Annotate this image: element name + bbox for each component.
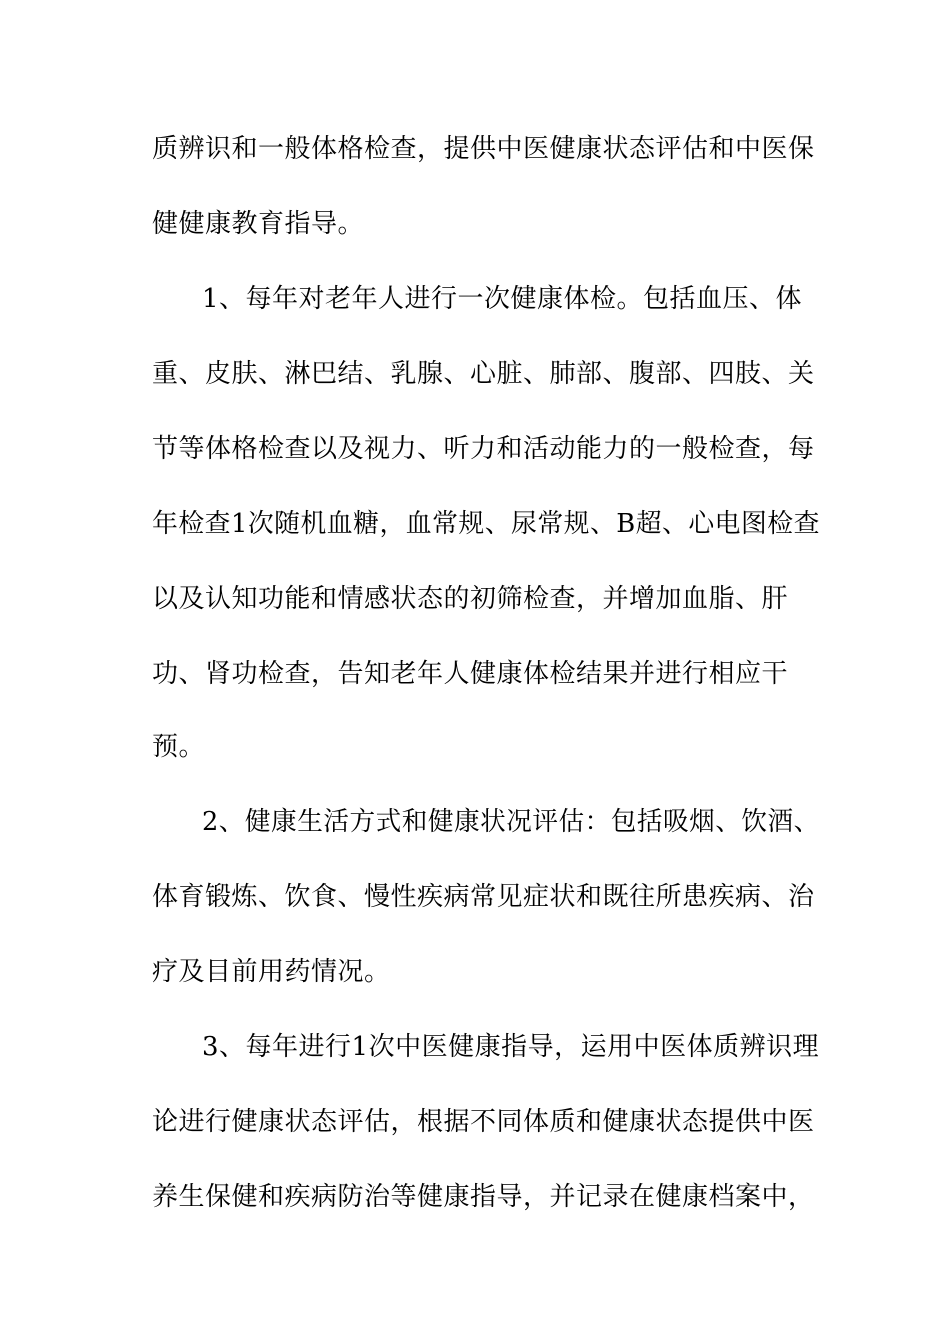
text-line: 疗及目前用药情况。 <box>152 957 391 987</box>
text-line: 健健康教育指导。 <box>152 209 365 239</box>
text-line: 功、肾功检查，告知老年人健康体检结果并进行相应干 <box>152 659 789 689</box>
text-line: 以及认知功能和情感状态的初筛检查，并增加血脂、肝 <box>152 584 789 614</box>
paragraph-1-first-line: 1、每年对老年人进行一次健康体检。包括血压、体 <box>202 284 803 314</box>
paragraph-3-first-line: 3、每年进行1次中医健康指导，运用中医体质辨识理 <box>202 1032 820 1062</box>
text-line: 预。 <box>152 732 206 762</box>
text-line: 年检查1次随机血糖，血常规、尿常规、B超、心电图检查 <box>152 509 820 539</box>
text-line: 论进行健康状态评估，根据不同体质和健康状态提供中医 <box>152 1107 815 1137</box>
paragraph-2-first-line: 2、健康生活方式和健康状况评估：包括吸烟、饮酒、 <box>202 807 820 837</box>
text-line: 体育锻炼、饮食、慢性疾病常见症状和既往所患疾病、治 <box>152 882 815 912</box>
text-line: 养生保健和疾病防治等健康指导，并记录在健康档案中， <box>152 1182 815 1212</box>
text-line: 质辨识和一般体格检查，提供中医健康状态评估和中医保 <box>152 134 815 164</box>
text-line: 节等体格检查以及视力、听力和活动能力的一般检查，每 <box>152 434 815 464</box>
text-line: 重、皮肤、淋巴结、乳腺、心脏、肺部、腹部、四肢、关 <box>152 359 815 389</box>
